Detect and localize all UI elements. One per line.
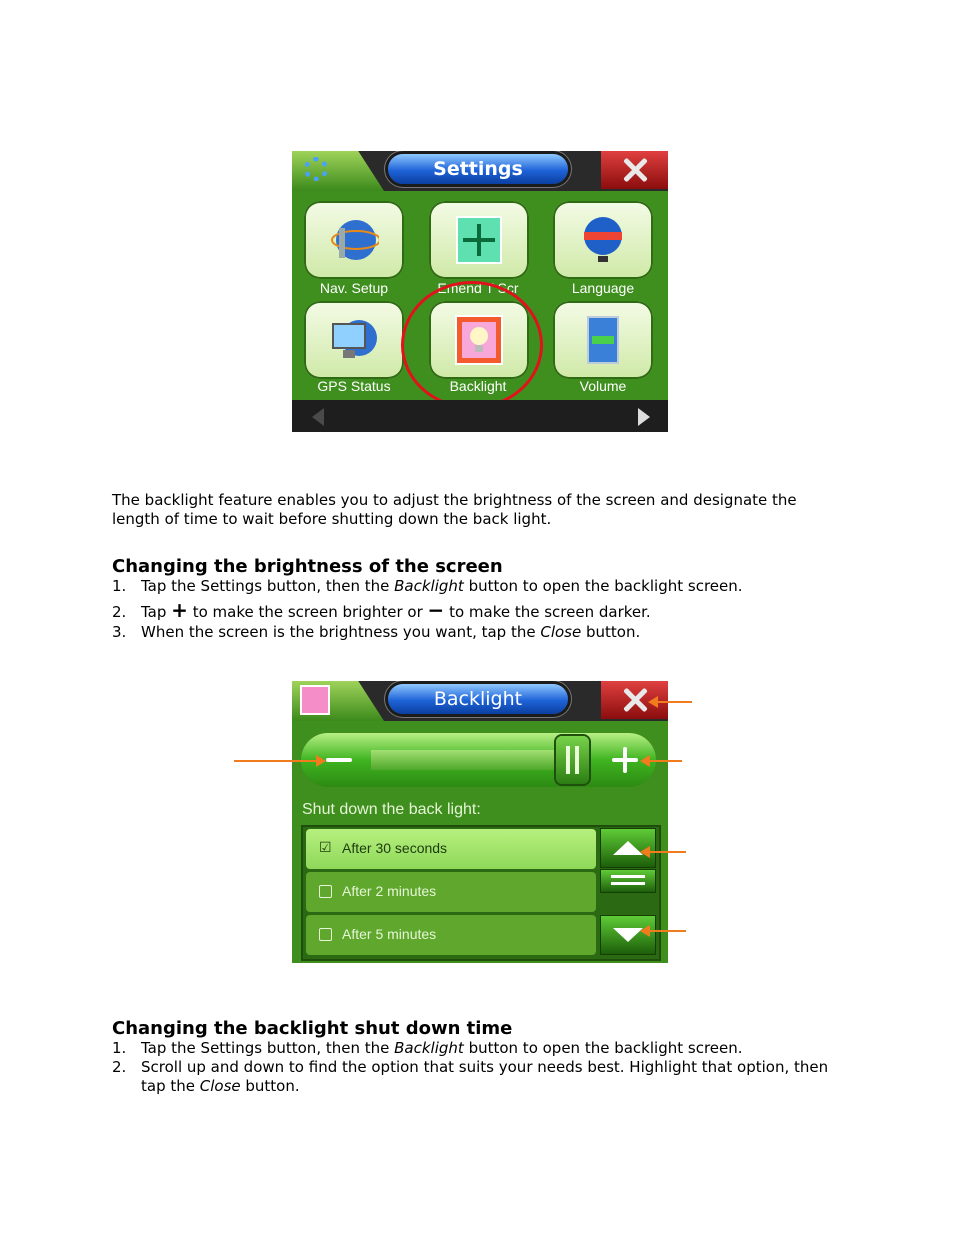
gear-icon: [304, 157, 328, 181]
gps-status-button[interactable]: [304, 301, 404, 379]
up-arrow-icon: [613, 841, 643, 855]
settings-bottom-bar: [292, 400, 668, 432]
minus-icon: [326, 758, 352, 762]
shutdown-options-list: [301, 825, 661, 961]
gps-monitor-icon: [329, 314, 379, 366]
plus-icon: +: [171, 598, 188, 622]
callout-arrow-plus: [648, 760, 682, 762]
tile-label: GPS Status: [317, 378, 391, 394]
callout-arrow-scroll-down: [648, 930, 686, 932]
nav-setup-button[interactable]: [304, 201, 404, 279]
step-2: 2. Tap + to make the screen brighter or − to make the screen darker.: [112, 598, 651, 622]
language-button[interactable]: [553, 201, 653, 279]
backlight-screenshot: [292, 681, 668, 963]
section-heading-brightness: Changing the brightness of the screen: [112, 556, 503, 577]
highlight-circle: [401, 281, 543, 409]
callout-arrow-scroll-up: [648, 851, 686, 853]
checkbox-checked-icon[interactable]: ☑: [319, 839, 332, 855]
backlight-title-bar: [292, 681, 668, 721]
tile-label: Backlight: [449, 378, 507, 394]
volume-button[interactable]: [553, 301, 653, 379]
settings-screenshot: [292, 151, 668, 432]
tile-label: Volume: [579, 378, 627, 394]
step-1: 1. Tap the Settings button, then the Backlight button to open the backlight screen.: [112, 577, 743, 595]
close-icon: [622, 687, 648, 713]
nav-setup-icon: [329, 214, 379, 266]
slider-handle[interactable]: [556, 736, 589, 784]
step-3: 3. When the screen is the brightness you want, tap the Close button.: [112, 623, 641, 641]
tile-label: Emend T Scr: [437, 280, 519, 296]
lightbulb-icon: [300, 685, 330, 715]
step-1: 1. Tap the Settings button, then the Backlight button to open the backlight screen.: [112, 1039, 743, 1057]
option-5-minutes[interactable]: After 5 minutes: [306, 915, 596, 955]
backlight-title: Backlight: [388, 684, 568, 714]
brightness-slider[interactable]: [301, 733, 656, 787]
prev-page-icon[interactable]: [312, 408, 324, 426]
checkbox-icon[interactable]: [319, 885, 332, 898]
close-icon: [622, 157, 648, 183]
touchscreen-icon: [454, 214, 504, 266]
option-2-minutes[interactable]: After 2 minutes: [306, 872, 596, 912]
tile-label: Language: [571, 280, 635, 296]
settings-title-bar: [292, 151, 668, 191]
close-button[interactable]: [601, 151, 668, 189]
step-2: 2. Scroll up and down to find the option that suits your needs best. Highlight that option, then tap the Close button.: [112, 1058, 829, 1095]
shutdown-label: Shut down the back light:: [302, 801, 481, 818]
callout-arrow-minus: [234, 760, 318, 762]
settings-title: Settings: [388, 154, 568, 184]
slider-track[interactable]: [371, 750, 571, 770]
tile-label: Nav. Setup: [319, 280, 389, 296]
volume-icon: [578, 314, 628, 366]
checkbox-icon[interactable]: [319, 928, 332, 941]
next-page-icon[interactable]: [638, 408, 650, 426]
section-heading-shutdown: Changing the backlight shut down time: [112, 1018, 513, 1039]
minus-icon: −: [427, 598, 445, 622]
globe-icon: [578, 214, 628, 266]
scroll-thumb[interactable]: [600, 869, 656, 893]
option-30-seconds[interactable]: ☑ After 30 seconds: [306, 829, 596, 869]
intro-paragraph: The backlight feature enables you to adjust the brightness of the screen and designate the length of time to wait before shutting down the back light.: [112, 491, 797, 528]
down-arrow-icon: [613, 928, 643, 942]
callout-arrow-close: [656, 701, 692, 703]
touchscreen-button[interactable]: [429, 201, 529, 279]
